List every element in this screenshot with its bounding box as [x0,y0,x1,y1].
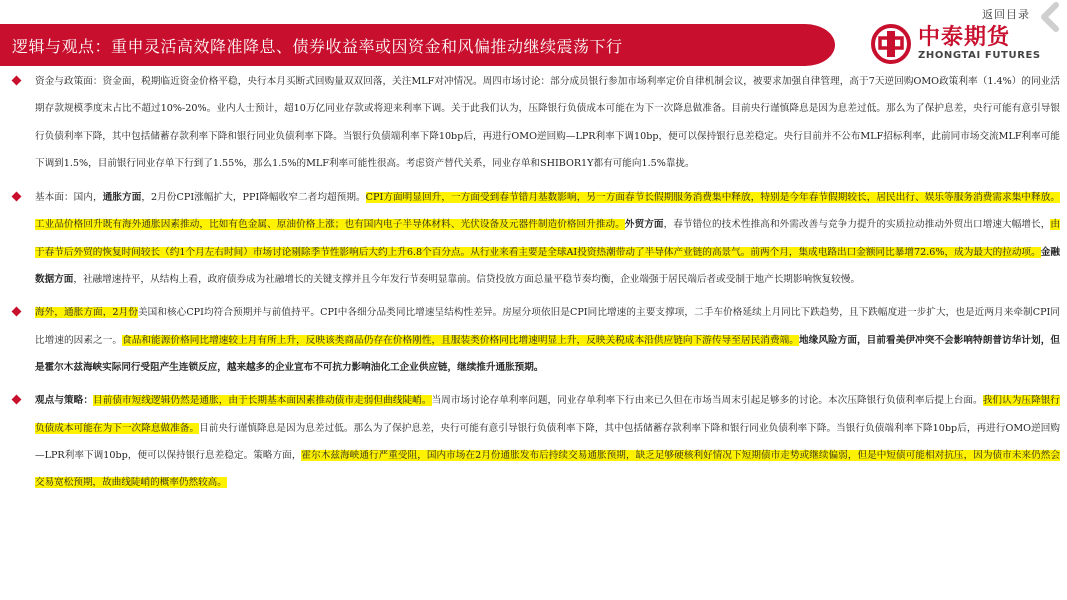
logo-name-en: ZHONGTAI FUTURES [918,50,1041,61]
highlighted-text: 由于春节后外贸的恢复时间较长（约1个月左右时间）市场讨论剔除季节性影响后大约上升6.8个百分点。从行业来看主要是全球AI投资热潮带动了半导体产业链的高景气。前两个月，集成电路出口金额同比暴增72.6%，成为最大的拉动项。 [35,219,1061,258]
highlighted-text: CPI方面明显回升，一方面受到春节错月基数影响，另一方面春节长假期服务消费集中释放，特别是今年春节假期较长，居民出行、娱乐等服务消费需求集中释放。工业品价格回升既有海外通胀因素推动，比如有色金属、原油价格上涨；也有国内电子半导体材料、光伏设备及元器件制造价格回升推动。 [35,192,1061,231]
bullet-text [35,307,1060,373]
bullet-diamond-icon [12,192,22,202]
logo-name-cn: 中泰期货 [918,25,1011,50]
body-text: 资金与政策面：资金面，税期临近资金价格平稳，央行本月买断式回购量双双回落，关注MLF对冲情况。周四市场讨论：部分成员银行参加市场利率定价自律机制会议，被要求加强自律管理，高于7天逆回购OMO政策利率（1.4%）的同业活期存款规模季度末占比不超过10%-20%。业内人士预计，超10万亿同业存款或将迎来利率下调。关于此我们认为，压降银行负债成本可能在为下一次降息做准备。目前央行谨慎降息是因为息差过低。那么为了保护息差，央行可能有意引导银行负债利率下降，其中包括储蓄存款利率下降和银行同业负债利率下降。当银行负债端利率下降10bp后，再进行OMO逆回购—LPR利率下调10bp，便可以保持银行息差稳定。央行目前并不公布MLF招标利率，此前同市场交流MLF利率可能下调到1.5%，目前银行同业存单下行到了1.55%，那么1.5%的MLF利率可能性很高。考虑资产替代关系，同业存单和SHIBOR1Y都有可能向1.5%靠拢。 [35,76,1060,169]
bullet-text [35,76,1060,169]
highlighted-text: 食品和能源价格同比增速较上月有所上升，反映该类商品仍存在价格刚性，且服装类价格同比增速明显上升，反映关税成本沿供应链向下游传导至居民消费端。 [122,334,799,346]
bold-text: 外贸方面 [624,219,664,231]
bold-text: 通胀方面 [102,192,142,204]
highlighted-text: 霍尔木兹海峡通行严重受阻，国内市场在2月份通胀发布后持续交易通胀预期，缺乏足够硬核利好情况下短期债市走势或继续偏弱，但是中短债可能相对抗压，因为债市未来仍然会交易宽松预期，故曲线陡峭的概率仍然较高。 [35,449,1060,489]
bullet-diamond-icon [12,307,22,317]
highlighted-text: 海外，通胀方面，2月份 [35,307,138,319]
body-text: 当周市场讨论存单利率问题，同业存单利率下行由来已久但在市场当周末引起足够多的讨论。本次压降银行负债利率后提上台面。 [431,395,983,407]
zhongtai-logo-icon [870,23,912,65]
title-banner [0,24,835,66]
bold-text: 地缘风险方面，目前看美伊冲突不会影响特朗普访华计划，但是霍尔木兹海峡实际同行受阻产生连锁反应，越来越多的企业宣布不可抗力影响油化工企业供应链，继续推升通胀预期。 [35,334,1061,373]
body-text: ，社融增速持平，从结构上看，政府债券成为社融增长的关键支撑并且今年发行节奏明显靠前。信贷投放方面总量平稳节奏均衡，企业端强于居民端后者或受制于地产长期影响恢复较慢。 [73,274,861,286]
highlighted-text: 目前债市短线逻辑仍然是通胀，由于长期基本面因素推动债市走弱但曲线陡峭。 [93,395,432,407]
bold-text: 金融数据方面 [35,246,1060,286]
bullet-text [35,395,1060,488]
bold-text: 观点与策略： [35,395,94,407]
company-logo [870,22,1060,66]
bullet-funding-policy [8,68,1060,177]
bullet-text [35,192,1060,285]
body-text: 基本面：国内， [35,192,103,204]
bullet-fundamentals [8,184,1060,293]
body-text: 美国和核心CPI均符合预期并与前值持平。CPI中各细分品类同比增速呈结构性差异。房屋分项依旧是CPI同比增速的主要支撑项，二手车价格延续上月同比下跌趋势，且下跌幅度进一步扩大，也是近两月来牵制CPI同比增速的因素之一。 [35,307,1061,346]
bullet-diamond-icon [12,76,22,86]
body-text: ，春节错位的技术性推高和外需改善与竞争力提升的实质拉动推动外贸出口增速大幅增长， [663,219,1051,231]
body-text: ，2月份CPI涨幅扩大，PPI降幅收窄二者均超预期。 [141,192,366,204]
highlighted-text: 我们认为压降银行负债成本可能在为下一次降息做准备。 [35,395,1061,434]
back-to-contents-link[interactable]: 返回目录 [982,8,1030,21]
body-text: 目前央行谨慎降息是因为息差过低。那么为了保护息差，央行可能有意引导银行负债利率下降，其中包括储蓄存款利率下降和银行同业负债利率下降。当银行负债端利率下降10bp后，再进行OMO逆回购—LPR利率下调10bp，便可以保持银行息差稳定。策略方面， [35,422,1060,461]
bullet-strategy [8,387,1060,496]
page-title: 逻辑与观点：重申灵活高效降准降息、债券收益率或因资金和风偏推动继续震荡下行 [12,36,623,56]
bullet-diamond-icon [12,395,22,405]
bullet-list [8,68,1060,496]
bullet-overseas [8,299,1060,381]
